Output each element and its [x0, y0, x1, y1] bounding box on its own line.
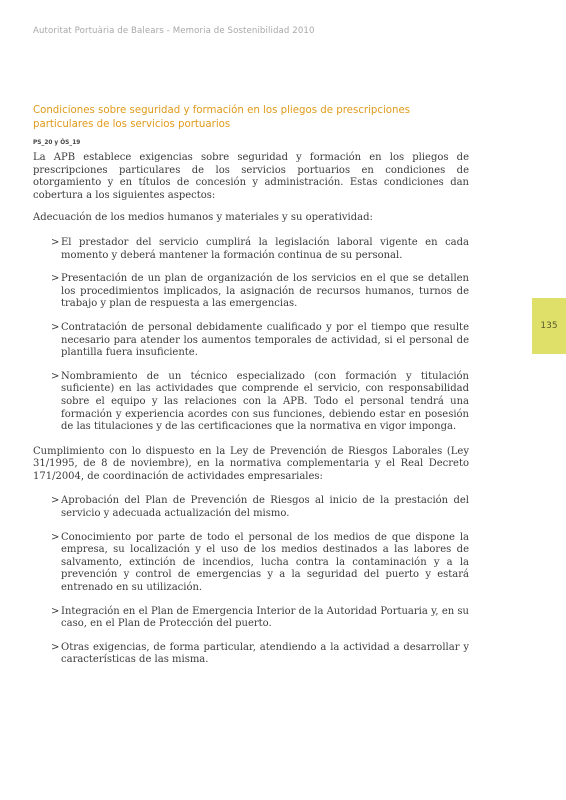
bullet-marker: >	[51, 321, 60, 333]
list-item	[33, 532, 469, 595]
list-item	[33, 371, 469, 434]
intro-paragraph: La APB establece exigencias sobre seguridad y formación en los pliegos de prescripciones particulares de los servicios portuarios en condiciones de otorgamiento y en títulos de concesión y administración. Estas condiciones dan cobertura a los siguientes aspectos:	[33, 152, 469, 201]
document-body	[33, 104, 469, 679]
list-item	[33, 642, 469, 667]
list-item	[33, 273, 469, 311]
indicator-code: PS_20 y ÓS_19	[33, 140, 81, 146]
list-item-text: El prestador del servicio cumplirá la legislación laboral vigente en cada momento y deberá mantener la formación continua de su personal.	[61, 236, 469, 261]
list-item-text: Integración en el Plan de Emergencia Interior de la Autoridad Portuaria y, en su caso, en el Plan de Protección del puerto.	[61, 605, 469, 630]
list-item	[33, 495, 469, 520]
subhead-human-material-resources: Adecuación de los medios humanos y materiales y su operatividad:	[33, 212, 373, 224]
page-number-tab	[532, 298, 566, 354]
list-item-text: Otras exigencias, de forma particular, atendiendo a la actividad a desarrollar y características de las misma.	[61, 641, 469, 666]
bullet-marker: >	[51, 495, 60, 507]
list-item-text: Conocimiento por parte de todo el personal de los medios de que dispone la empresa, su localización y el uso de los medios destinados a las labores de salvamento, extinción de incendios, lucha contra la contaminación y a la prevención y control de emergencias y a la seguridad del puerto y estará entrenado en su utilización.	[61, 531, 469, 594]
bullet-marker: >	[51, 531, 60, 543]
bullet-marker: >	[51, 605, 60, 617]
list-item-text: Aprobación del Plan de Prevención de Riesgos al inicio de la prestación del servicio y adecuada actualización del mismo.	[61, 495, 469, 520]
bullet-marker: >	[51, 370, 60, 382]
list-item	[33, 322, 469, 360]
subhead-risk-prevention-law: Cumplimiento con lo dispuesto en la Ley de Prevención de Riesgos Laborales (Ley 31/1995, de 8 de noviembre), en la normativa complementaria y el Real Decreto 171/2004, de coordinación de actividades empresariales:	[33, 445, 469, 482]
running-header: Autoritat Portuària de Balears - Memoria de Sostenibilidad 2010	[33, 26, 315, 36]
section-title: Condiciones sobre seguridad y formación en los pliegos de prescripciones particulares de los servicios portuarios	[33, 105, 411, 130]
list-item	[33, 606, 469, 631]
bullet-marker: >	[51, 273, 60, 285]
list-item-text: Presentación de un plan de organización de los servicios en el que se detallen los procedimientos implicados, la asignación de recursos humanos, turnos de trabajo y plan de respuesta a las emergencias.	[61, 273, 469, 310]
bullet-list-risk-prevention	[33, 495, 469, 667]
list-item-text: Contratación de personal debidamente cualificado y por el tiempo que resulte necesario para atender los aumentos temporales de actividad, si el personal de plantilla fuera insuficiente.	[61, 321, 469, 359]
list-item	[33, 237, 469, 262]
page-number: 135	[540, 321, 558, 331]
list-item-text: Nombramiento de un técnico especializado (con formación y titulación suficiente) en las actividades que comprende el servicio, con responsabilidad sobre el equipo y las relaciones con la APB. Todo el personal tendrá una formación y experiencia acordes con sus funciones, debiendo estar en posesión de las titulaciones y de las certificaciones que la normativa en vigor imponga.	[61, 370, 469, 433]
bullet-marker: >	[51, 236, 60, 248]
bullet-marker: >	[51, 641, 60, 653]
bullet-list-resources	[33, 237, 469, 434]
